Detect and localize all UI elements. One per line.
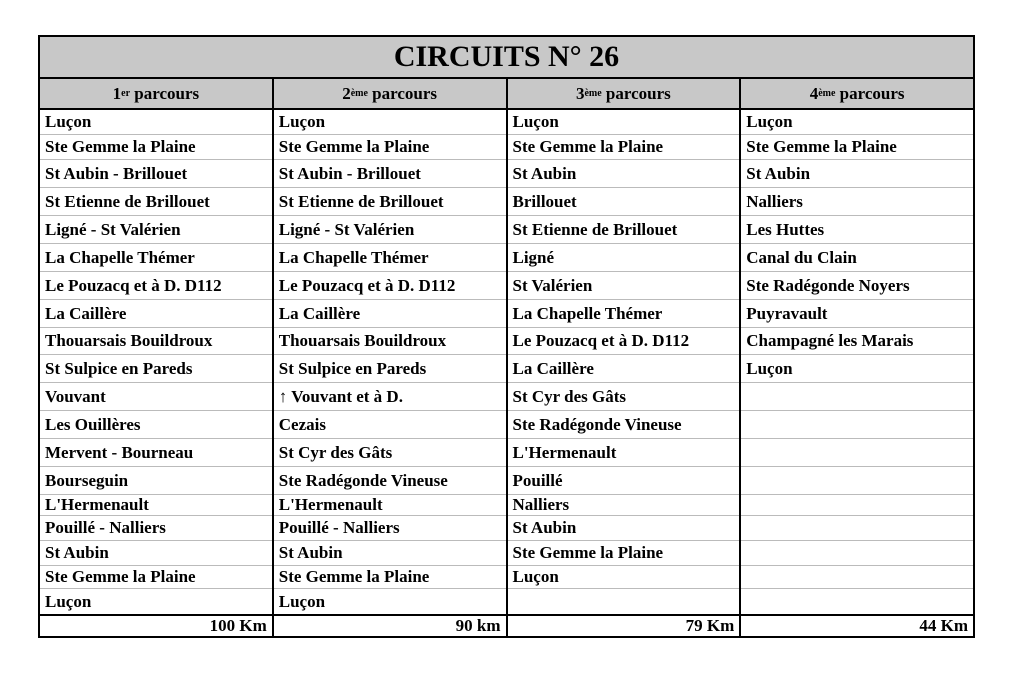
route-stop: Champagné les Marais bbox=[741, 328, 973, 355]
route-stop: Brillouet bbox=[508, 188, 740, 216]
route-stop: St Etienne de Brillouet bbox=[274, 188, 506, 216]
route-stop: La Chapelle Thémer bbox=[508, 300, 740, 328]
route-stop: St Aubin - Brillouet bbox=[40, 160, 272, 188]
route-stop: Le Pouzacq et à D. D112 bbox=[40, 272, 272, 300]
route-stop: Nalliers bbox=[741, 188, 973, 216]
route-stop: St Valérien bbox=[508, 272, 740, 300]
route-stop: St Etienne de Brillouet bbox=[40, 188, 272, 216]
route-stop: St Etienne de Brillouet bbox=[508, 216, 740, 244]
route-stop: Ste Radégonde Vineuse bbox=[508, 411, 740, 439]
route-stop: L'Hermenault bbox=[40, 495, 272, 516]
route-stop bbox=[741, 495, 973, 516]
total-distance-3: 79 Km bbox=[508, 616, 742, 636]
route-stop: Les Huttes bbox=[741, 216, 973, 244]
route-stop bbox=[741, 516, 973, 541]
circuits-table bbox=[38, 35, 975, 638]
route-stop: Ste Radégonde Vineuse bbox=[274, 467, 506, 495]
totals-row bbox=[40, 614, 973, 636]
header-row bbox=[40, 79, 973, 110]
route-stop: Pouillé bbox=[508, 467, 740, 495]
route-stop: Mervent - Bourneau bbox=[40, 439, 272, 467]
route-stop: Les Ouillères bbox=[40, 411, 272, 439]
route-stop: Ste Gemme la Plaine bbox=[508, 541, 740, 566]
route-stop: Le Pouzacq et à D. D112 bbox=[274, 272, 506, 300]
route-stop: Thouarsais Bouildroux bbox=[40, 328, 272, 355]
route-stop bbox=[508, 589, 740, 614]
route-stop: Pouillé - Nalliers bbox=[40, 516, 272, 541]
route-stop bbox=[741, 467, 973, 495]
route-stop bbox=[741, 541, 973, 566]
route-stop: L'Hermenault bbox=[508, 439, 740, 467]
route-stop: Cezais bbox=[274, 411, 506, 439]
route-stop: ↑ Vouvant et à D. bbox=[274, 383, 506, 411]
total-distance-4: 44 Km bbox=[919, 616, 968, 635]
header-parcours-2: 2 ème parcours bbox=[274, 79, 508, 108]
route-stop bbox=[741, 411, 973, 439]
route-stop: Luçon bbox=[741, 110, 973, 135]
header-num: 4 bbox=[809, 83, 819, 103]
route-stop: Ligné - St Valérien bbox=[40, 216, 272, 244]
header-num: 1 bbox=[112, 83, 122, 103]
route-stop bbox=[741, 589, 973, 614]
route-stop: St Aubin bbox=[40, 541, 272, 566]
route-stop: Luçon bbox=[508, 110, 740, 135]
header-word: parcours bbox=[134, 83, 200, 103]
route-stop bbox=[741, 439, 973, 467]
route-stop: Luçon bbox=[741, 355, 973, 383]
route-stop: Thouarsais Bouildroux bbox=[274, 328, 506, 355]
route-stop: St Aubin bbox=[741, 160, 973, 188]
route-stop: Luçon bbox=[40, 110, 272, 135]
route-stop: Luçon bbox=[45, 591, 92, 611]
table-title: CIRCUITS N° 26 bbox=[40, 37, 973, 79]
route-column-3 bbox=[508, 110, 742, 614]
route-stop: St Sulpice en Pareds bbox=[40, 355, 272, 383]
header-word: parcours bbox=[605, 83, 671, 103]
route-stop: Ste Gemme la Plaine bbox=[508, 135, 740, 160]
route-column-4 bbox=[741, 110, 973, 614]
route-stop: La Chapelle Thémer bbox=[274, 244, 506, 272]
route-stop: Luçon bbox=[278, 591, 326, 611]
route-stop: Ste Gemme la Plaine bbox=[741, 135, 973, 160]
route-stop: La Caillère bbox=[40, 300, 272, 328]
header-num: 2 bbox=[342, 83, 351, 103]
route-stop: Vouvant bbox=[40, 383, 272, 411]
route-column-2 bbox=[274, 110, 508, 614]
route-stop bbox=[741, 566, 973, 589]
route-stop: Ste Radégonde Noyers bbox=[741, 272, 973, 300]
route-stop: Ste Gemme la Plaine bbox=[40, 135, 272, 160]
route-stop: Ligné bbox=[508, 244, 740, 272]
route-stop: St Aubin bbox=[508, 160, 740, 188]
route-body bbox=[40, 110, 973, 614]
route-stop: La Chapelle Thémer bbox=[40, 244, 272, 272]
route-stop: Canal du Clain bbox=[741, 244, 973, 272]
route-column-1 bbox=[40, 110, 274, 614]
route-stop: La Caillère bbox=[508, 355, 740, 383]
route-stop: St Aubin - Brillouet bbox=[274, 160, 506, 188]
route-stop: Ligné - St Valérien bbox=[274, 216, 506, 244]
header-num: 3 bbox=[575, 83, 585, 103]
route-stop: Ste Gemme la Plaine bbox=[274, 566, 506, 589]
route-stop bbox=[741, 383, 973, 411]
route-stop: St Cyr des Gâts bbox=[508, 383, 740, 411]
route-stop: Nalliers bbox=[508, 495, 740, 516]
route-stop: Bourseguin bbox=[40, 467, 272, 495]
route-stop: Pouillé - Nalliers bbox=[274, 516, 506, 541]
header-parcours-1: 1 er parcours bbox=[40, 79, 274, 108]
route-stop: Ste Gemme la Plaine bbox=[40, 566, 272, 589]
header-word: parcours bbox=[372, 83, 438, 103]
total-distance-1: 100 Km bbox=[40, 616, 274, 636]
route-stop: Puyravault bbox=[741, 300, 973, 328]
header-word: parcours bbox=[839, 83, 905, 103]
route-stop: Luçon bbox=[508, 566, 740, 589]
route-stop: St Sulpice en Pareds bbox=[274, 355, 506, 383]
total-distance-2: 90 km bbox=[274, 616, 508, 636]
header-parcours-4: 4 ème parcours bbox=[809, 83, 905, 103]
route-stop: Luçon bbox=[274, 110, 506, 135]
route-stop: L'Hermenault bbox=[274, 495, 506, 516]
route-stop: St Aubin bbox=[274, 541, 506, 566]
route-stop: La Caillère bbox=[274, 300, 506, 328]
route-stop: St Aubin bbox=[508, 516, 740, 541]
route-stop: Ste Gemme la Plaine bbox=[274, 135, 506, 160]
route-stop: St Cyr des Gâts bbox=[274, 439, 506, 467]
route-stop: Le Pouzacq et à D. D112 bbox=[508, 328, 740, 355]
header-parcours-3: 3 ème parcours bbox=[508, 79, 742, 108]
